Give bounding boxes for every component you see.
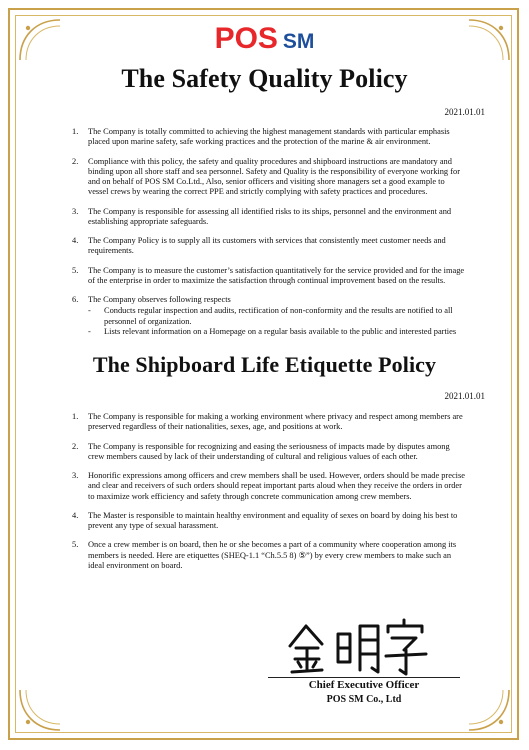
etiquette-policy-date: 2021.01.01 bbox=[444, 391, 485, 401]
ceo-signature bbox=[276, 612, 436, 678]
company-name: POS SM Co., Ltd bbox=[326, 694, 402, 705]
safety-policy-title: The Safety Quality Policy bbox=[121, 64, 408, 93]
list-item: 2. Compliance with this policy, the safety and quality procedures and shipboard instructions are mandatory and binding upon all shore staff and sea personnel. Safety and Quality is the responsibility of everyone working for and on behalf of POS SM Co.Ltd., Also, senior officers and visiting shore managers set a good example to vessel crews by wearing the correct PPE and strictly complying with safety practices and procedures. bbox=[72, 156, 460, 197]
list-item: 3. Honorific expressions among officers and crew members shall be used. However, orders should be made precise and clear and receivers of such orders should repeat important parts aloud when they receive the orders in order to maximize work efficiency and safety through concrete communication among crew members. bbox=[72, 471, 465, 501]
sub-list bbox=[88, 306, 466, 337]
logo-sub-text: SM bbox=[282, 30, 315, 53]
corner-ornament-icon bbox=[467, 688, 511, 732]
list-item: 3. The Company is responsible for assessing all identified risks to its ships, personnel and the environment and establishing appropriate safeguards. bbox=[72, 206, 452, 226]
etiquette-policy-list bbox=[72, 412, 466, 571]
list-item: 2. The Company is responsible for recognizing and easing the seriousness of impacts made by disputes among crew members caused by lack of their understanding of cultural and religious values of each other. bbox=[72, 441, 450, 461]
list-item: 5. The Company is to measure the customer’s satisfaction quantitatively for the service provided and for the image of the enterprise in order to maximize the satisfaction through continual improvement based on the results. bbox=[72, 265, 465, 285]
safety-policy-date: 2021.01.01 bbox=[444, 107, 485, 117]
safety-policy-list bbox=[72, 127, 466, 337]
company-logo bbox=[0, 22, 529, 56]
list-item: 4. The Company Policy is to supply all its customers with services that consistently meet customer needs and requirements. bbox=[72, 236, 446, 256]
ceo-title: Chief Executive Officer bbox=[308, 679, 420, 691]
list-item: 1. The Company is totally committed to achieving the highest management standards with particular emphasis placed upon marine safety, safe working practices and the protection of the marine & air environment. bbox=[72, 127, 450, 147]
corner-ornament-icon bbox=[18, 688, 62, 732]
sub-list-item: - Lists relevant information on a Homepage on a regular basis available to the public and interested parties bbox=[88, 326, 457, 336]
list-item: 5. Once a crew member is on board, then he or she becomes a part of a community where cooperation among its members is needed. Here are etiquettes (SHEQ-1.1 “Ch.5.5 8) ⑤”) by every crew members to make such an ideal environment on board. bbox=[72, 540, 457, 570]
list-item: 6. The Company observes following respects - Conducts regular inspection and audits, rectification of non-conformity and the results are notified to all personnel of organization. - Lists relevant information on a Homepage on a regular basis available to the public and interested parties bbox=[88, 295, 466, 337]
list-item: 4. The Master is responsible to maintain healthy environment and equality of sexes on board by doing his best to prevent any type of sexual harassment. bbox=[72, 510, 458, 530]
logo-main-text: POS bbox=[214, 22, 278, 55]
sub-list-item: - Conducts regular inspection and audits, rectification of non-conformity and the results are notified to all personnel of organization. bbox=[88, 306, 453, 326]
signature-line bbox=[268, 677, 460, 678]
etiquette-policy-title: The Shipboard Life Etiquette Policy bbox=[92, 352, 437, 377]
list-item: 1. The Company is responsible for making a working environment where privacy and respect among members are preserved regardless of their nationalities, sexes, age, and positions at work. bbox=[72, 412, 463, 432]
